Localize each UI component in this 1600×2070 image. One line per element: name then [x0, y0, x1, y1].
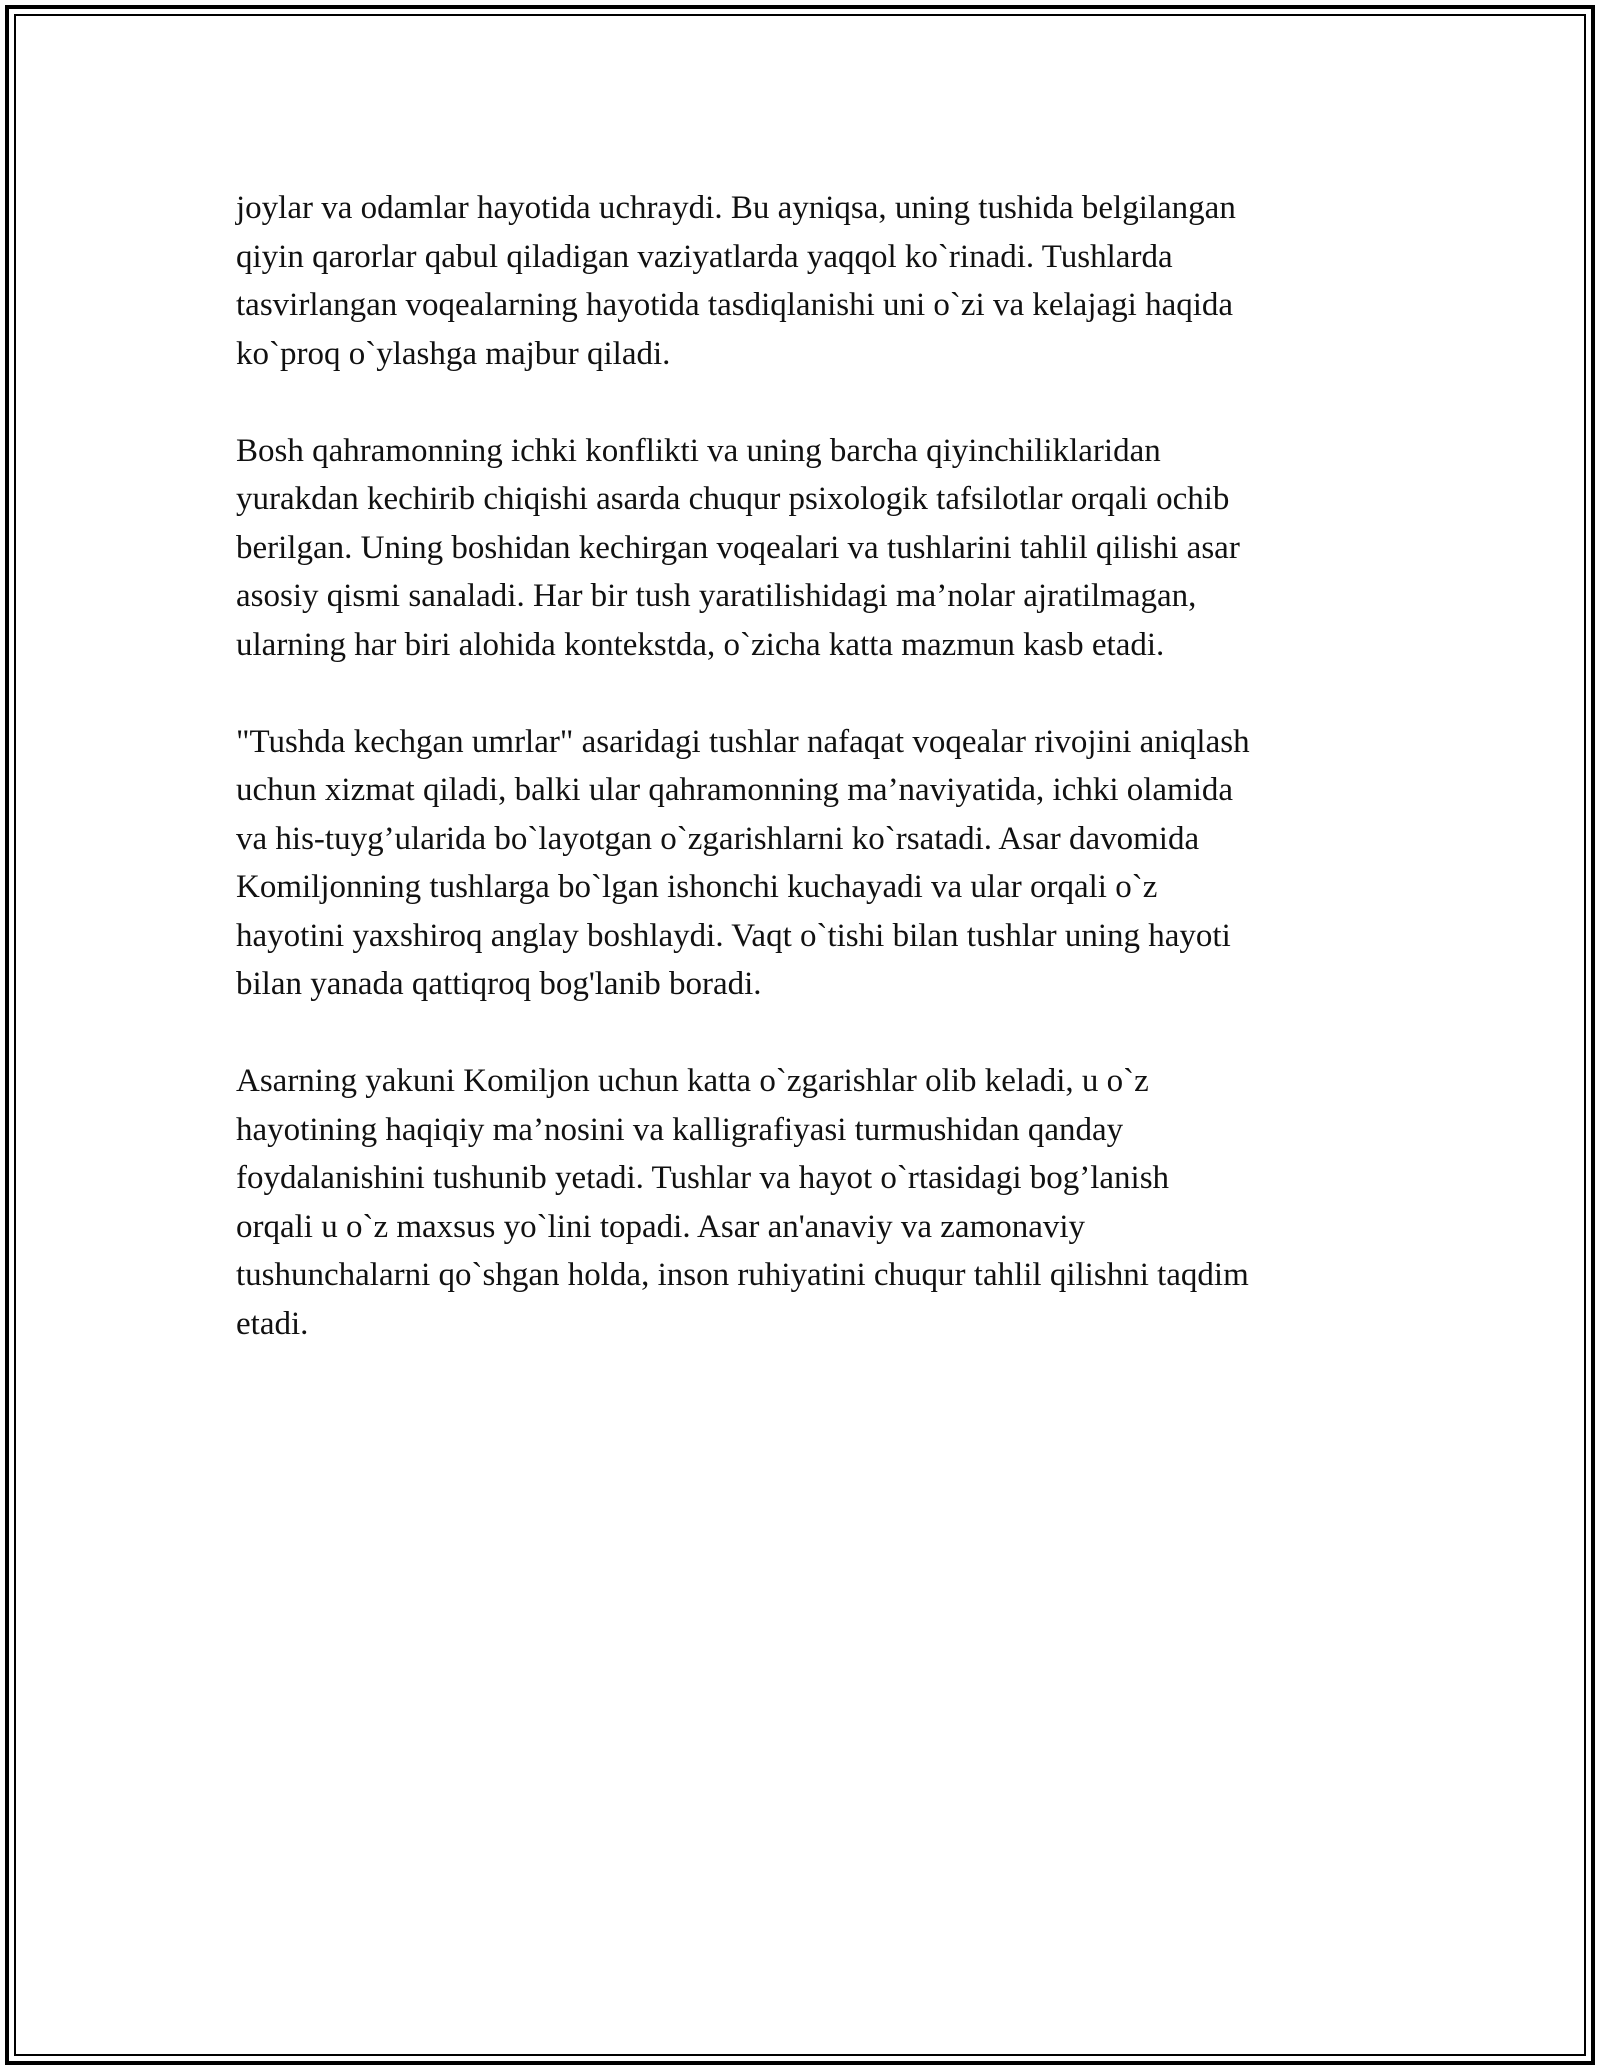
- document-body: [236, 184, 1386, 1397]
- paragraph-3: "Tushda kechgan umrlar" asaridagi tushlar nafaqat voqealar rivojini aniqlash uchun xizmat qiladi, balki ular qahramonning ma’naviyatida, ichki olamida va his-tuyg’ularida bo`layotgan o`zgarishlarni ko`rsatadi. Asar davomida Komiljonning tushlarga bo`lgan ishonchi kuchayadi va ular orqali o`z hayotini yaxshiroq anglay boshlaydi. Vaqt o`tishi bilan tushlar uning hayoti bilan yanada qattiqroq bog'lanib boradi.: [236, 723, 1250, 1002]
- paragraph-1: joylar va odamlar hayotida uchraydi. Bu ayniqsa, uning tushida belgilangan qiyin qarorlar qabul qiladigan vaziyatlarda yaqqol ko`rinadi. Tushlarda tasvirlangan voqealarning hayotida tasdiqlanishi uni o`zi va kelajagi haqida ko`proq o`ylashga majbur qiladi.: [236, 190, 1236, 372]
- paragraph-2: Bosh qahramonning ichki konflikti va uning barcha qiyinchiliklaridan yurakdan kechirib chiqishi asarda chuqur psixologik tafsilotlar orqali ochib berilgan. Uning boshidan kechirgan voqealari va tushlarini tahlil qilishi asar asosiy qismi sanaladi. Har bir tush yaratilishidagi ma’nolar ajratilmagan, ularning har biri alohida kontekstda, o`zicha katta mazmun kasb etadi.: [236, 432, 1240, 663]
- paragraph-4: Asarning yakuni Komiljon uchun katta o`zgarishlar olib keladi, u o`z hayotining haqiqiy ma’nosini va kalligrafiyasi turmushidan qanday foydalanishini tushunib yetadi. Tushlar va hayot o`rtasidagi bog’lanish orqali u o`z maxsus yo`lini topadi. Asar an'anaviy va zamonaviy tushunchalarni qo`shgan holda, inson ruhiyatini chuqur tahlil qilishni taqdim etadi.: [236, 1063, 1249, 1342]
